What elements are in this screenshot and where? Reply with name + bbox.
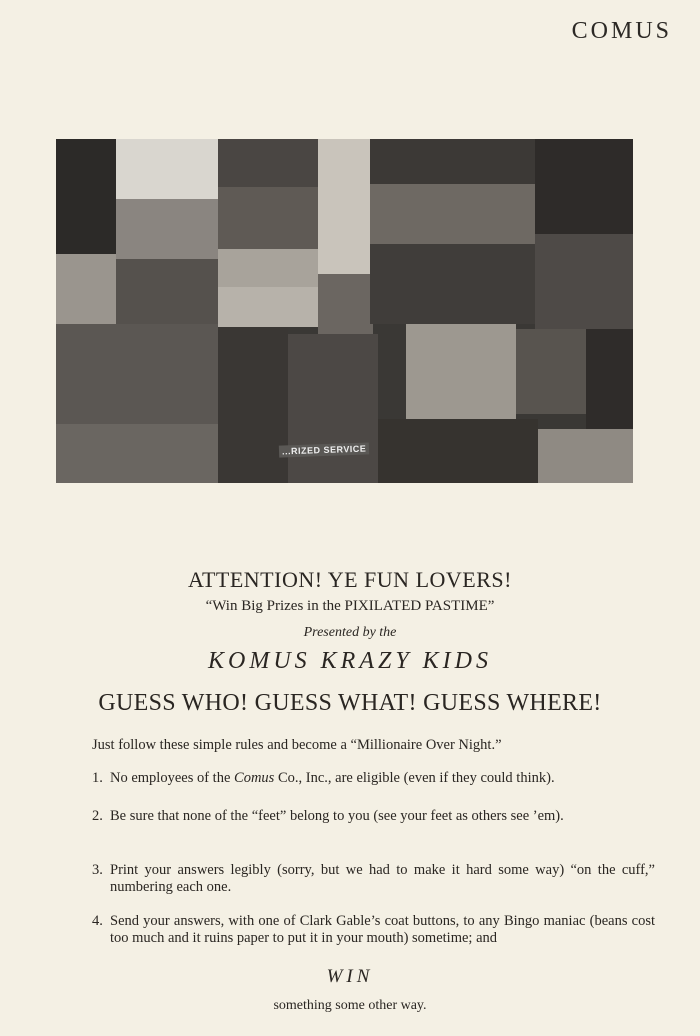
collage-photo-sitting xyxy=(370,244,535,324)
rule-number: 1. xyxy=(92,770,103,786)
rule-text: Co., Inc., are eligible (even if they could think). xyxy=(274,770,555,786)
rule-text: Send your answers, with one of Clark Gable’s coat buttons, to any Bingo maniac (beans cost too much and it ruins paper to put it in your mouth) sometime; and xyxy=(110,913,655,946)
collage-photo-coat xyxy=(535,139,633,234)
headline-guess: GUESS WHO! GUESS WHAT! GUESS WHERE! xyxy=(98,690,602,716)
rule-item-1 xyxy=(92,770,655,787)
intro-text: Just follow these simple rules and become a “Millionaire Over Night.” xyxy=(92,737,502,753)
win-heading: WIN xyxy=(326,966,374,987)
collage-photo-hands-3 xyxy=(370,139,535,184)
collage-photo-seated xyxy=(378,419,538,483)
collage-photo-curtain xyxy=(318,139,370,274)
photo-collage xyxy=(56,139,633,483)
headline-prizes: “Win Big Prizes in the PIXILATED PASTIME” xyxy=(205,598,495,614)
collage-photo-building xyxy=(116,199,218,259)
closing-text: something some other way. xyxy=(273,998,427,1013)
rule-item-4 xyxy=(92,913,655,947)
headline-attention: ATTENTION! YE FUN LOVERS! xyxy=(188,567,512,592)
collage-service-sign: ...RIZED SERVICE xyxy=(279,442,370,457)
collage-photo-hands-2 xyxy=(218,139,318,187)
rule-text: No employees of the xyxy=(110,770,235,786)
collage-photo-arch xyxy=(370,184,535,244)
page-header-title: COMUS xyxy=(571,18,672,44)
collage-photo-hands xyxy=(56,139,116,254)
rule-emphasis: Comus xyxy=(234,770,275,786)
collage-photo-feet xyxy=(56,424,218,483)
collage-photo-golf xyxy=(56,324,218,424)
collage-photo-clock xyxy=(56,254,116,324)
collage-photo-hands-4 xyxy=(516,329,586,414)
rule-number: 2. xyxy=(92,808,103,824)
headline-presented: Presented by the xyxy=(303,625,397,640)
collage-photo-skirt xyxy=(218,327,288,483)
collage-photo-leg xyxy=(586,329,633,429)
collage-photo-knees xyxy=(288,334,378,483)
collage-photo-ball xyxy=(218,249,318,287)
collage-photo-plaid xyxy=(218,187,318,249)
rule-text: Print your answers legibly (sorry, but we had to make it hard some way) “on the cuff,” numbering each one. xyxy=(110,862,655,895)
collage-photo-bouquet xyxy=(406,324,516,419)
rule-number: 3. xyxy=(92,862,103,878)
rule-item-2 xyxy=(92,808,655,825)
rule-item-3 xyxy=(92,862,655,896)
collage-photo-portrait xyxy=(318,274,373,334)
collage-photo-legs xyxy=(116,139,218,199)
collage-photo-service-station xyxy=(218,287,318,327)
rule-text: Be sure that none of the “feet” belong to you (see your feet as others see ’em). xyxy=(110,808,564,824)
collage-photo-dress xyxy=(116,259,218,327)
collage-photo-floor xyxy=(538,429,633,483)
rule-number: 4. xyxy=(92,913,103,929)
collage-photo-shoes xyxy=(535,234,633,329)
headline-krazy-kids: KOMUS KRAZY KIDS xyxy=(207,648,493,674)
